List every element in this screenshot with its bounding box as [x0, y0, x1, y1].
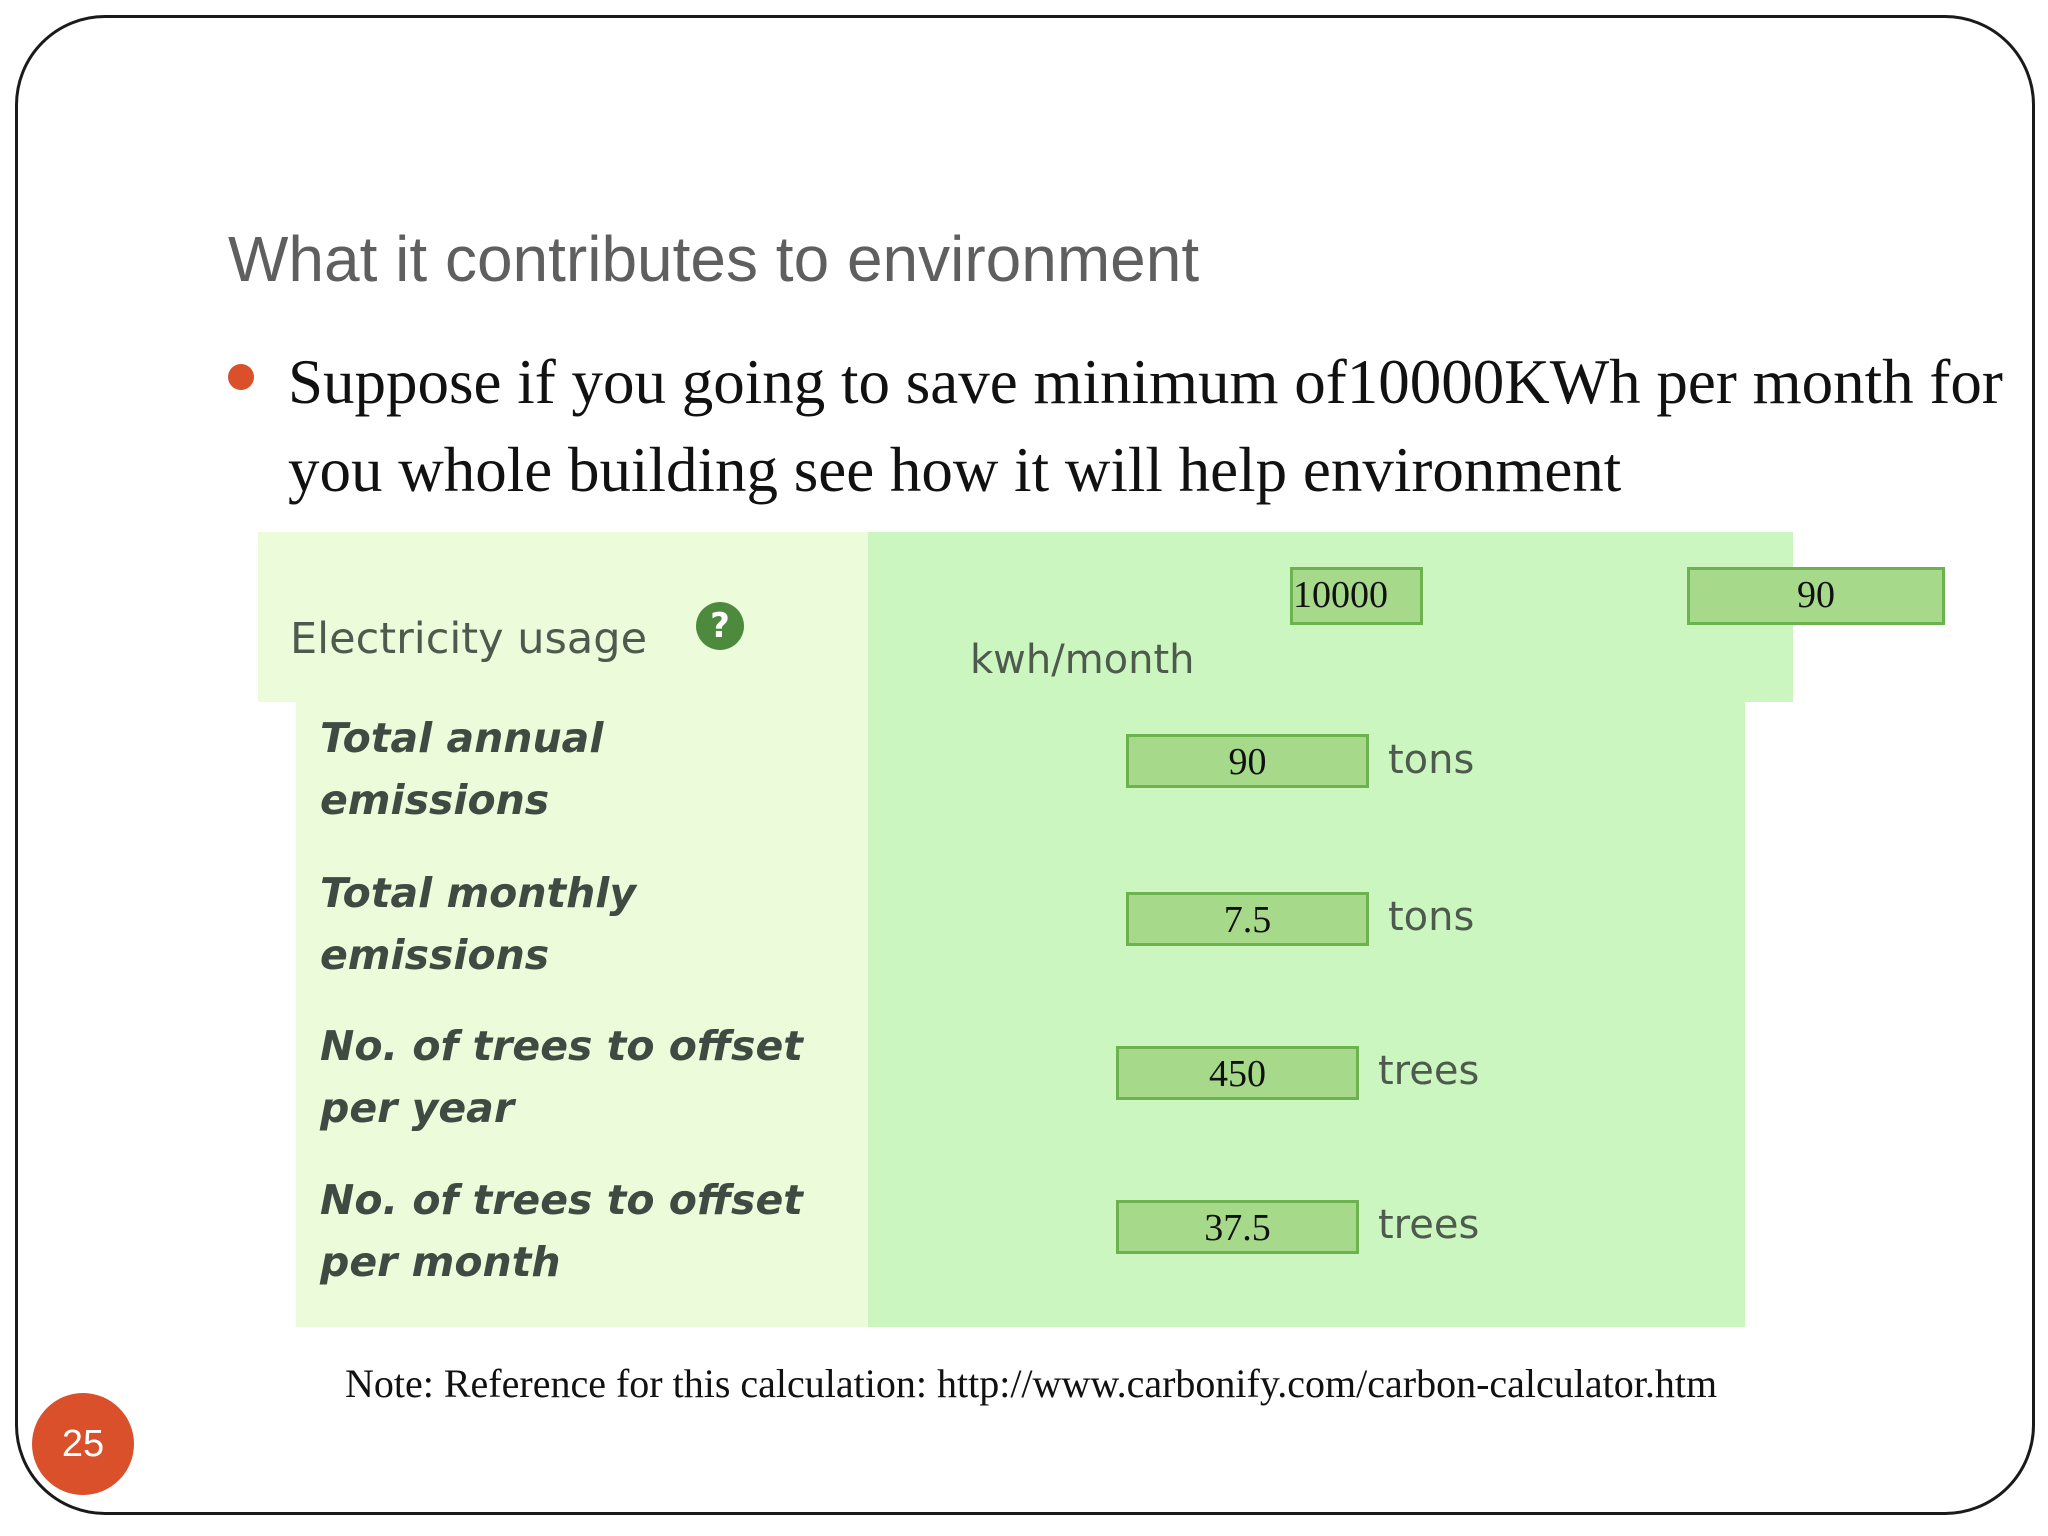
calculator-header-left	[258, 532, 868, 702]
slide-title: What it contributes to environment	[228, 223, 1200, 295]
row-label-trees-per-month: No. of trees to offset per month	[320, 1176, 803, 1286]
usage-unit: kwh/month	[970, 637, 1195, 683]
row-label-trees-per-year: No. of trees to offset per year	[320, 1022, 803, 1132]
monthly-emissions-field: 7.5	[1126, 892, 1369, 946]
electricity-usage-label: Electricity usage	[290, 614, 648, 664]
row-label-annual-emissions: Total annual emissions	[320, 714, 604, 824]
reference-note: Note: Reference for this calculation: http://www.carbonify.com/carbon-calculator.htm	[345, 1361, 1718, 1406]
bullet-point-icon	[228, 364, 254, 390]
trees-per-year-field: 450	[1116, 1046, 1359, 1100]
carbon-calculator-screenshot	[258, 532, 1835, 1332]
calculator-header-right	[868, 532, 1835, 702]
usage-result-field: 90	[1687, 567, 1945, 625]
trees-per-month-unit: trees	[1378, 1202, 1480, 1248]
trees-per-year-unit: trees	[1378, 1048, 1480, 1094]
annual-emissions-unit: tons	[1388, 737, 1475, 783]
monthly-emissions-unit: tons	[1388, 894, 1475, 940]
question-mark-icon: ?	[696, 602, 744, 650]
bullet-text: Suppose if you going to save minimum of10000KWh per month for you whole building see how it will help environment	[288, 347, 2003, 505]
usage-input: 10000	[1290, 567, 1423, 625]
row-label-monthly-emissions: Total monthly emissions	[320, 869, 637, 979]
annual-emissions-field: 90	[1126, 734, 1369, 788]
page-number-badge: 25	[32, 1393, 134, 1495]
trees-per-month-field: 37.5	[1116, 1200, 1359, 1254]
